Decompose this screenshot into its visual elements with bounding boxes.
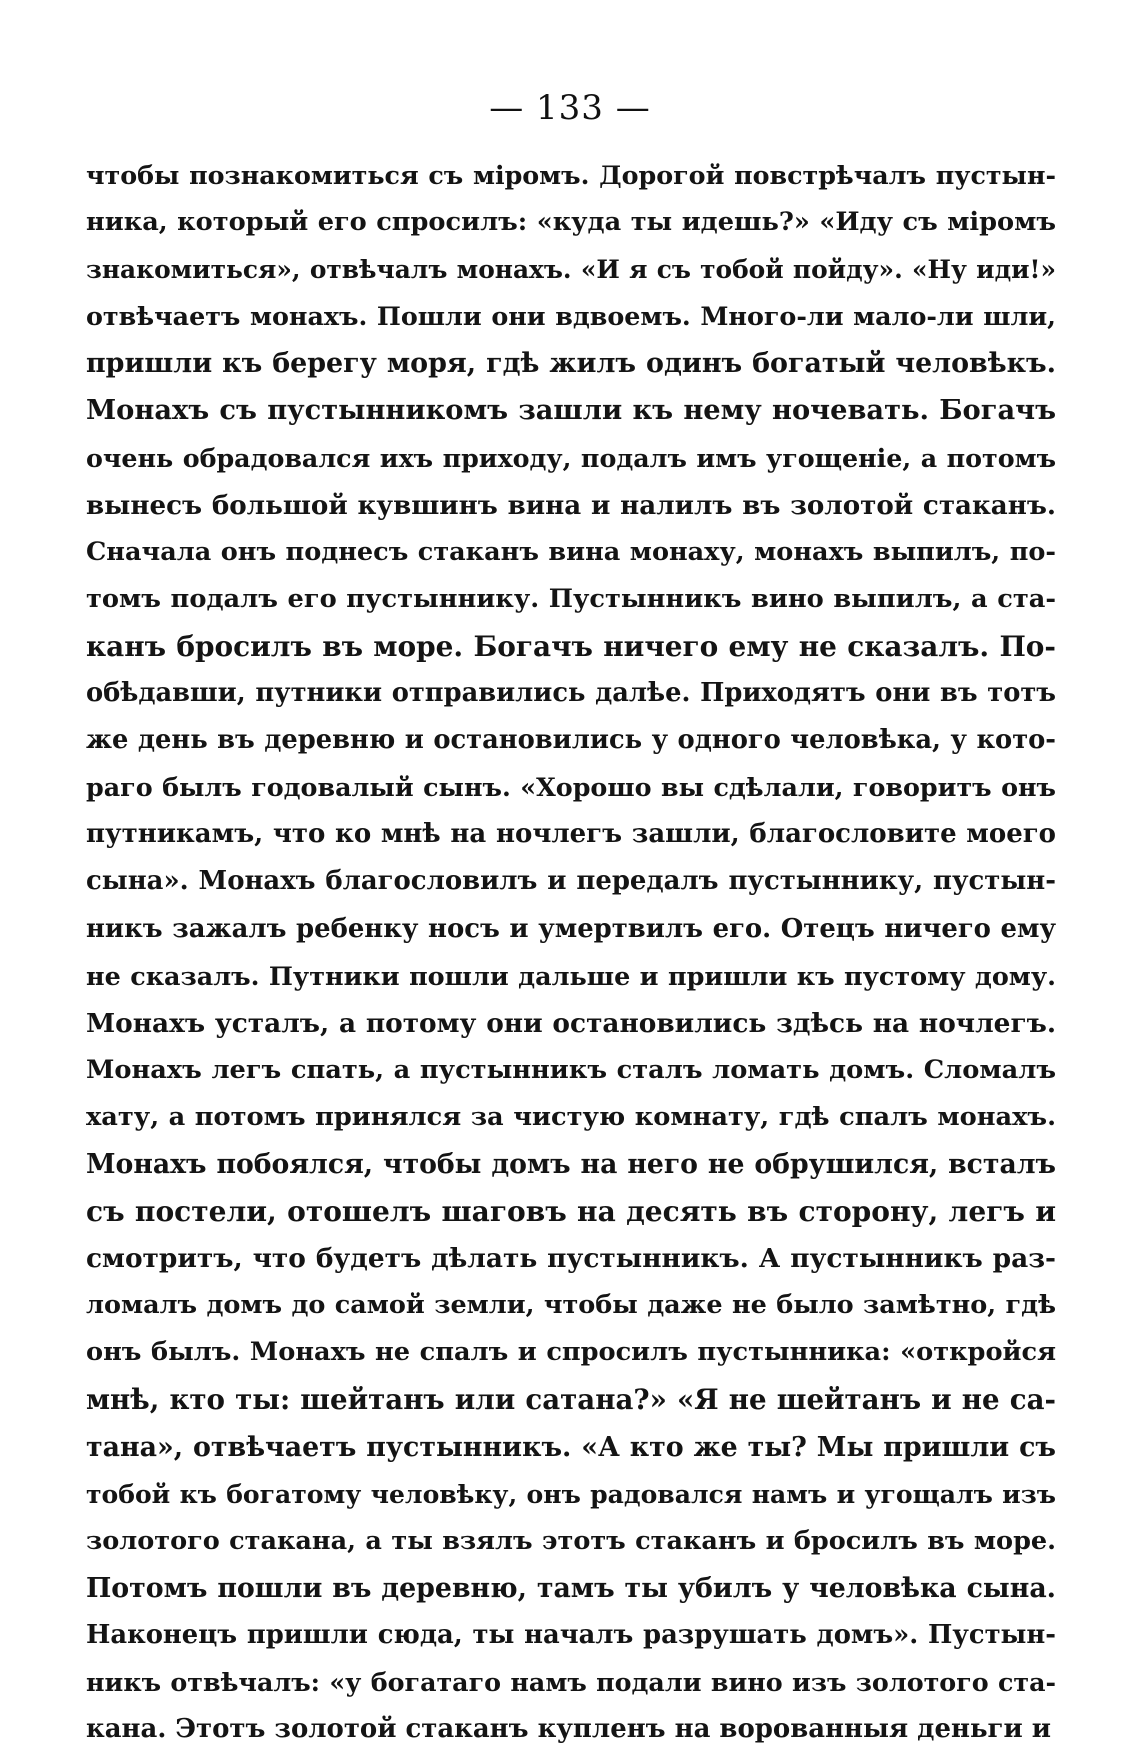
- text-line: смотритъ, что будетъ дѣлать пустынникъ. А пустынникъ раз-: [86, 1243, 1056, 1275]
- text-line: Монахъ побоялся, чтобы домъ на него не обрушился, всталъ: [86, 1148, 1056, 1180]
- text-line: не сказалъ. Путники пошли дальше и пришли къ пустому дому.: [86, 960, 1056, 991]
- text-line: Наконецъ пришли сюда, ты началъ разрушать домъ». Пустын-: [86, 1619, 1056, 1650]
- text-line: кана. Этотъ золотой стаканъ купленъ на ворованныя деньги и: [86, 1714, 1051, 1745]
- text-line: никъ зажалъ ребенку носъ и умертвилъ его. Отецъ ничего ему: [86, 913, 1056, 944]
- text-line: обѣдавши, путники отправились далѣе. Приходятъ они въ тотъ: [86, 678, 1056, 709]
- text-line: Сначала онъ поднесъ стаканъ вина монаху, монахъ выпилъ, по-: [86, 536, 1056, 567]
- text-line: же день въ деревню и остановились у одного человѣка, у кото-: [86, 725, 1056, 756]
- body-text: [86, 152, 1056, 1753]
- text-line: томъ подалъ его пустыннику. Пустынникъ вино выпилъ, а ста-: [86, 583, 1056, 614]
- text-line: канъ бросилъ въ море. Богачъ ничего ему не сказалъ. По-: [86, 629, 1056, 663]
- text-line: Монахъ усталъ, а потому они остановились здѣсь на ночлегъ.: [86, 1007, 1056, 1039]
- text-line: ломалъ домъ до самой земли, чтобы даже не было замѣтно, гдѣ: [86, 1290, 1056, 1321]
- text-line: мнѣ, кто ты: шейтанъ или сатана?» «Я не шейтанъ и не са-: [86, 1383, 1056, 1417]
- text-line: отвѣчаетъ монахъ. Пошли они вдвоемъ. Много-ли мало-ли шли,: [86, 301, 1056, 332]
- text-line: чтобы познакомиться съ міромъ. Дорогой повстрѣчалъ пустын-: [86, 160, 1056, 190]
- text-line: вынесъ большой кувшинъ вина и налилъ въ золотой стаканъ.: [86, 489, 1056, 521]
- text-line: Монахъ легъ спать, а пустынникъ сталъ ломать домъ. Сломалъ: [86, 1054, 1056, 1085]
- page-number: — 133 —: [489, 88, 651, 128]
- text-line: Монахъ съ пустынникомъ зашли къ нему ночевать. Богачъ: [86, 394, 1056, 427]
- text-line: пришли къ берегу моря, гдѣ жилъ одинъ богатый человѣкъ.: [86, 348, 1056, 380]
- text-line: хату, а потомъ принялся за чистую комнату, гдѣ спалъ монахъ.: [86, 1101, 1056, 1132]
- text-line: съ постели, отошелъ шаговъ на десять въ сторону, легъ и: [86, 1195, 1056, 1229]
- text-line: онъ былъ. Монахъ не спалъ и спросилъ пустынника: «откройся: [86, 1337, 1056, 1368]
- text-line: знакомиться», отвѣчалъ монахъ. «И я съ тобой пойду». «Ну иди!»: [86, 255, 1056, 285]
- text-line: путникамъ, что ко мнѣ на ночлегъ зашли, благословите моего: [86, 819, 1056, 850]
- text-line: тана», отвѣчаетъ пустынникъ. «А кто же ты? Мы пришли съ: [86, 1431, 1056, 1463]
- text-line: золотого стакана, а ты взялъ этотъ стаканъ и бросилъ въ море.: [86, 1525, 1056, 1556]
- text-line: ника, который его спросилъ: «куда ты идешь?» «Иду съ міромъ: [86, 207, 1056, 238]
- text-line: очень обрадовался ихъ приходу, подалъ имъ угощеніе, а потомъ: [86, 442, 1056, 473]
- text-line: раго былъ годовалый сынъ. «Хорошо вы сдѣлали, говоритъ онъ: [86, 772, 1056, 803]
- text-line: сына». Монахъ благословилъ и передалъ пустыннику, пустын-: [86, 866, 1056, 897]
- text-line: Потомъ пошли въ деревню, тамъ ты убилъ у человѣка сына.: [86, 1572, 1056, 1604]
- text-line: никъ отвѣчалъ: «у богатаго намъ подали вино изъ золотого ста-: [86, 1667, 1056, 1697]
- text-line: тобой къ богатому человѣку, онъ радовался намъ и угощалъ изъ: [86, 1478, 1056, 1509]
